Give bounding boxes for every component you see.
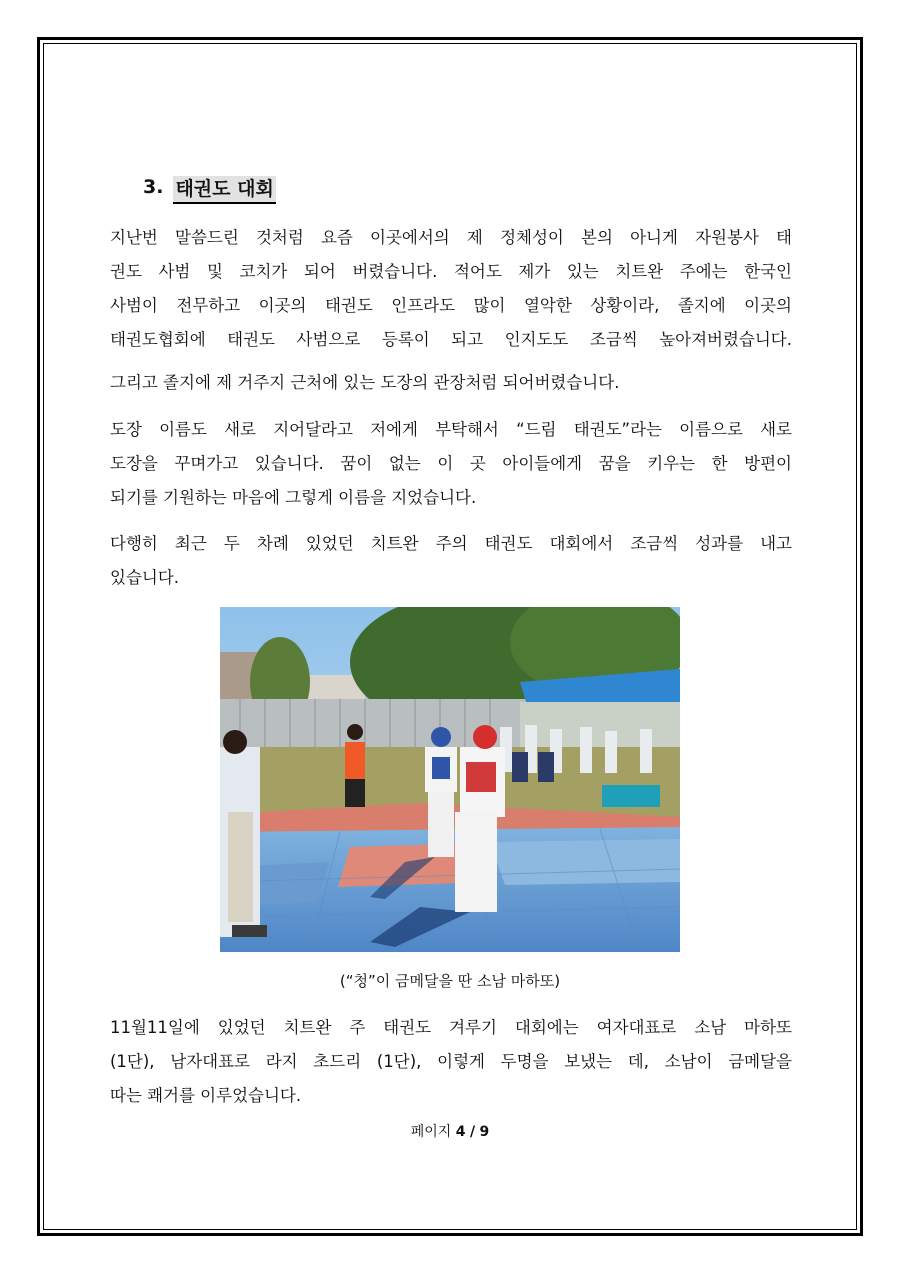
page-number bbox=[0, 1121, 900, 1141]
text-line: 태권도협회에 태권도 사범으로 등록이 되고 인지도도 조금씩 높아져버렸습니다. bbox=[110, 330, 792, 349]
text-line: 다행히 최근 두 차례 있었던 치트완 주의 태권도 대회에서 조금씩 성과를 내고 bbox=[110, 534, 792, 553]
text-line: 도장 이름도 새로 지어달라고 저에게 부탁해서 “드림 태권도”라는 이름으로 새로 bbox=[110, 420, 792, 439]
text-line: 따는 쾌거를 이루었습니다. bbox=[110, 1086, 302, 1105]
paragraph-4 bbox=[110, 527, 792, 595]
text-line: 되기를 기원하는 마음에 그렇게 이름을 지었습니다. bbox=[110, 488, 477, 507]
text-line: 있습니다. bbox=[110, 568, 180, 587]
paragraph-2 bbox=[110, 366, 792, 400]
text-line: (1단), 남자대표로 라지 초드리 (1단), 이렇게 두명을 보냈는 데, 소남이 금메달을 bbox=[110, 1052, 792, 1071]
text-line: 권도 사범 및 코치가 되어 버렸습니다. 적어도 제가 있는 치트완 주에는 한국인 bbox=[110, 262, 792, 281]
paragraph-3 bbox=[110, 413, 792, 515]
page-label: 페이지 bbox=[410, 1124, 452, 1140]
section-heading bbox=[143, 176, 276, 204]
text-line: 사범이 전무하고 이곳의 태권도 인프라도 많이 열악한 상황이라, 졸지에 이곳의 bbox=[110, 296, 792, 315]
text-line: 도장을 꾸며가고 있습니다. 꿈이 없는 이 곳 아이들에게 꿈을 키우는 한 방편이 bbox=[110, 454, 792, 473]
taekwondo-match-photo bbox=[220, 607, 680, 952]
paragraph-1 bbox=[110, 221, 792, 357]
page-total: 9 bbox=[479, 1124, 490, 1140]
section-title: 태권도 대회 bbox=[173, 176, 275, 204]
text-line: 11월11일에 있었던 치트완 주 태권도 겨루기 대회에는 여자대표로 소남 마하또 bbox=[110, 1018, 792, 1037]
text-line: 지난번 말씀드린 것처럼 요즘 이곳에서의 제 정체성이 본의 아니게 자원봉사 태 bbox=[110, 228, 792, 247]
page-current: 4 bbox=[455, 1124, 466, 1140]
section-number: 3. bbox=[143, 176, 164, 198]
paragraph-5 bbox=[110, 1011, 792, 1113]
photo-caption: (“청”이 금메달을 딴 소남 마하또) bbox=[339, 972, 561, 990]
page-separator: / bbox=[469, 1124, 476, 1140]
text-line: 그리고 졸지에 제 거주지 근처에 있는 도장의 관장처럼 되어버렸습니다. bbox=[110, 373, 620, 392]
